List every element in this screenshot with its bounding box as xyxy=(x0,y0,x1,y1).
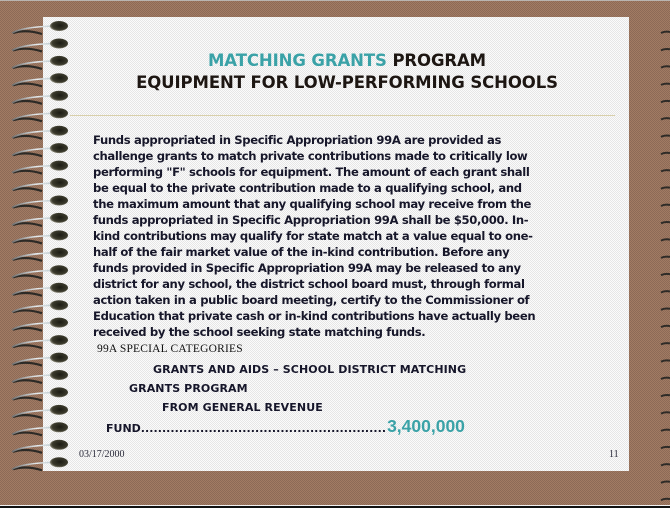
body-line: funds appropriated in Specific Appropriation 99A shall be $50,000. In- xyxy=(93,213,529,227)
body-line: challenge grants to match private contributions made to critically low xyxy=(93,149,528,163)
binding-ring-edge-icon xyxy=(661,153,670,154)
binding-ring-edge-icon xyxy=(661,291,670,292)
appropriation-code-line: 99A SPECIAL CATEGORIES xyxy=(97,343,243,355)
binding-ring-edge-icon xyxy=(661,430,670,431)
binding-ring-edge-icon xyxy=(661,84,670,85)
binding-ring-edge-icon xyxy=(661,499,670,500)
binding-ring-edge-icon xyxy=(661,257,670,258)
binding-ring-edge-icon xyxy=(661,170,670,171)
body-line: half of the fair market value of the in-kind contribution. Before any xyxy=(93,245,510,259)
fund-label: FUND xyxy=(106,422,141,435)
body-line: kind contributions may qualify for state match at a value equal to one- xyxy=(93,229,533,243)
body-line: the maximum amount that any qualifying school may receive from the xyxy=(93,197,532,211)
footer-date: 03/17/2000 xyxy=(79,449,125,460)
appropriation-line-3: FROM GENERAL REVENUE xyxy=(162,401,323,414)
body-line: be equal to the private contribution made to a qualifying school, and xyxy=(93,181,522,195)
body-line: received by the school seeking state matching funds. xyxy=(93,325,426,339)
body-line: Funds appropriated in Specific Appropriation 99A are provided as xyxy=(93,133,502,147)
body-line: funds provided in Specific Appropriation 99A may be released to any xyxy=(93,261,521,275)
body-paragraph xyxy=(93,132,535,340)
body-line: district for any school, the district school board must, through formal xyxy=(93,277,525,291)
binding-ring-edge-icon xyxy=(661,464,670,465)
binding-ring-edge-icon xyxy=(661,308,670,309)
appropriation-line-2: GRANTS PROGRAM xyxy=(129,382,248,395)
binding-ring-edge-icon xyxy=(661,187,670,188)
title-rest: PROGRAM xyxy=(392,51,487,70)
slide-title xyxy=(90,50,604,94)
binding-ring-edge-icon xyxy=(661,360,670,361)
body-line: performing "F" schools for equipment. The amount of each grant shall xyxy=(93,165,530,179)
binding-ring-edge-icon xyxy=(661,395,670,396)
binding-ring-edge-icon xyxy=(661,205,670,206)
binding-ring-edge-icon xyxy=(661,274,670,275)
body-line: action taken in a public board meeting, certify to the Commissioner of xyxy=(93,293,530,307)
fund-amount: 3,400,000 xyxy=(387,416,465,436)
fund-line xyxy=(106,416,465,437)
binding-ring-edge-icon xyxy=(661,118,670,119)
binding-ring-edge-icon xyxy=(661,343,670,344)
top-edge xyxy=(0,0,670,1)
title-highlight: MATCHING GRANTS xyxy=(207,51,387,70)
binding-ring-edge-icon xyxy=(661,135,670,136)
binding-ring-edge-icon xyxy=(661,66,670,67)
title-divider xyxy=(70,115,615,116)
appropriation-line-1: GRANTS AND AIDS – SCHOOL DISTRICT MATCHING xyxy=(153,363,467,376)
binding-ring-edge-icon xyxy=(661,239,670,240)
footer-page-number: 11 xyxy=(609,449,619,460)
binding-ring-edge-icon xyxy=(661,447,670,448)
binding-ring-edge-icon xyxy=(661,412,670,413)
binding-ring-edge-icon xyxy=(661,378,670,379)
binding-ring-edge-icon xyxy=(661,49,670,50)
body-line: Education that private cash or in-kind contributions have actually been xyxy=(93,309,536,323)
binding-ring-edge-icon xyxy=(661,32,670,33)
title-line-1 xyxy=(90,50,604,72)
binding-ring-edge-icon xyxy=(661,222,670,223)
binding-ring-edge-icon xyxy=(661,101,670,102)
title-line-2: EQUIPMENT FOR LOW-PERFORMING SCHOOLS xyxy=(136,73,558,92)
binding-ring-edge-icon xyxy=(661,326,670,327)
binding-ring-edge-icon xyxy=(661,481,670,482)
fund-leader-dots: .......................................................... xyxy=(140,422,387,435)
